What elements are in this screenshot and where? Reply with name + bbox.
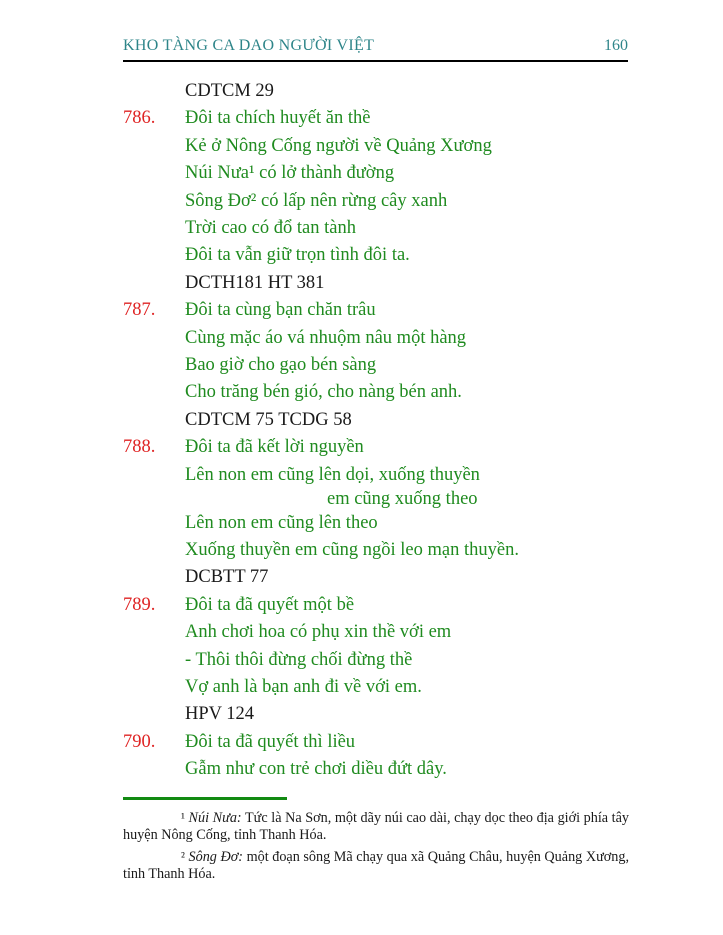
poem-line: Đôi ta đã quyết một bề xyxy=(185,594,355,615)
poem-line: Anh chơi hoa có phụ xin thề với em xyxy=(185,622,452,643)
footnote-marker: ¹ xyxy=(181,810,185,825)
poem-line: Vợ anh là bạn anh đi về với em. xyxy=(185,677,422,698)
page-header xyxy=(123,37,628,62)
footnote-separator xyxy=(123,797,287,800)
poem-line: Trời cao có đổ tan tành xyxy=(185,218,356,239)
poem-line: Kẻ ở Nông Cống người về Quảng Xương xyxy=(185,135,492,156)
poem-line: Cho trăng bén gió, cho nàng bén anh. xyxy=(185,382,462,403)
poem-line: Bao giờ cho gạo bén sàng xyxy=(185,355,377,376)
poem-line-continuation: em cũng xuống theo xyxy=(327,489,478,510)
poem-line: Đôi ta chích huyết ăn thề xyxy=(185,108,371,129)
poem-entry xyxy=(123,434,635,564)
poem-line: Lên non em cũng lên theo xyxy=(185,512,378,533)
poem-lines xyxy=(185,434,635,564)
poem-line: Gẫm như con trẻ chơi diều đứt dây. xyxy=(185,759,447,780)
poem-line: Đôi ta cùng bạn chăn trâu xyxy=(185,300,376,321)
poem-line: Đôi ta vẫn giữ trọn tình đôi ta. xyxy=(185,245,410,266)
poem-line: Lên non em cũng lên dọi, xuống thuyền xyxy=(185,464,480,485)
footnote-marker: ² xyxy=(181,848,185,864)
footnote-text: một đoạn sông Mã chạy qua xã Quảng Châu, huyện Quảng Xương, tỉnh Thanh Hóa. xyxy=(123,848,630,883)
poem-number: 787. xyxy=(123,300,156,321)
poem-line: Đôi ta đã quyết thì liều xyxy=(185,731,356,752)
source-code-line: HPV 124 xyxy=(185,704,255,725)
footnotes-list xyxy=(123,809,629,884)
poem-line: Cùng mặc áo vá nhuộm nâu một hàng xyxy=(185,327,467,348)
book-title: KHO TÀNG CA DAO NGƯỜI VIỆT xyxy=(123,37,375,54)
source-code-line: CDTCM 75 TCDG 58 xyxy=(185,409,352,430)
poem-entry xyxy=(123,297,635,407)
poem-line: Núi Nưa¹ có lở thành đường xyxy=(185,163,395,184)
source-code-line: DCTH181 HT 381 xyxy=(185,272,325,293)
poem-lines xyxy=(185,592,635,702)
poem-entry xyxy=(123,105,635,269)
poem-content xyxy=(123,78,635,784)
poem-line: Đôi ta đã kết lời nguyền xyxy=(185,437,364,458)
poem-number: 789. xyxy=(123,594,156,615)
poem-lines xyxy=(185,297,635,407)
poem-line: Sông Đơ² có lấp nên rừng cây xanh xyxy=(185,190,448,211)
poem-line: - Thôi thôi đừng chối đừng thề xyxy=(185,649,413,670)
poem-entry xyxy=(123,729,635,784)
poem-entry xyxy=(123,592,635,702)
footnote-term: Sông Đơ: xyxy=(188,848,243,865)
poem-lines xyxy=(185,729,635,784)
footnote xyxy=(123,848,629,884)
source-code-line: DCBTT 77 xyxy=(185,567,269,588)
footnote-text: Tức là Na Sơn, một dãy núi cao dài, chạy dọc theo địa giới phía tây huyện Nông Cống, tỉnh Thanh Hóa. xyxy=(123,810,630,844)
page-number: 160 xyxy=(604,37,628,54)
poem-line: Xuống thuyền em cũng ngồi leo mạn thuyền. xyxy=(185,540,519,560)
source-code-line: CDTCM 29 xyxy=(185,81,274,101)
poem-number: 788. xyxy=(123,437,156,458)
poem-lines xyxy=(185,105,635,269)
poem-number: 790. xyxy=(123,731,156,752)
footnotes-section xyxy=(123,797,629,887)
footnote xyxy=(123,809,629,845)
poem-number: 786. xyxy=(123,108,156,129)
footnote-term: Núi Nưa: xyxy=(188,810,242,826)
